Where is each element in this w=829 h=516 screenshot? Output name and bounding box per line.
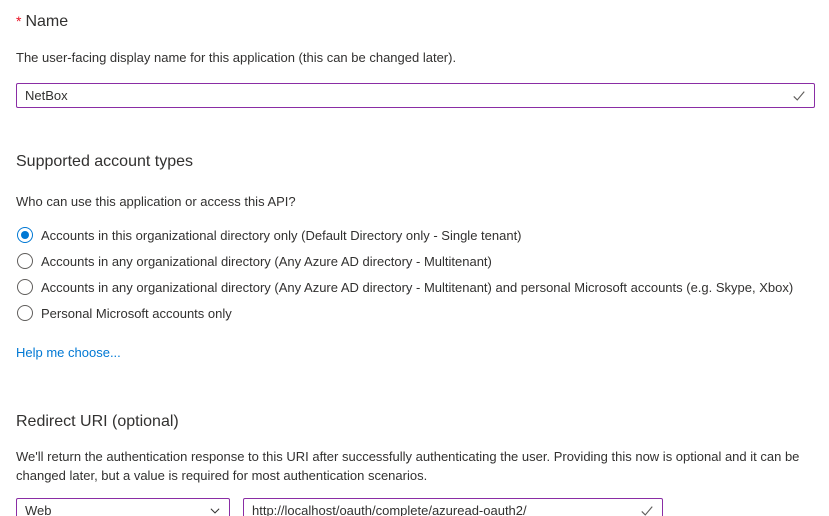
radio-button-icon	[17, 279, 33, 295]
radio-option-label: Accounts in any organizational directory (Any Azure AD directory - Multitenant)	[41, 253, 492, 269]
chevron-down-icon	[209, 505, 221, 516]
account-type-option-0[interactable]	[16, 222, 815, 248]
account-types-title: Supported account types	[16, 153, 194, 170]
redirect-uri-row	[16, 498, 815, 516]
redirect-uri-description: We'll return the authentication response to this URI after successfully authenticating the user. Providing this now is optional and it can be changed later, but a value is required for most authentication scenarios.	[16, 449, 800, 483]
account-type-options	[16, 222, 815, 326]
radio-option-label: Personal Microsoft accounts only	[41, 305, 232, 321]
name-input[interactable]	[17, 84, 814, 107]
redirect-uri-input-wrap	[243, 498, 663, 516]
account-type-option-3[interactable]	[16, 300, 815, 326]
account-types-question: Who can use this application or access this API?	[16, 194, 296, 209]
redirect-uri-input[interactable]	[244, 499, 662, 516]
account-type-option-1[interactable]	[16, 248, 815, 274]
name-input-wrap	[16, 83, 815, 108]
account-type-option-2[interactable]	[16, 274, 815, 300]
radio-button-icon	[17, 227, 33, 243]
platform-select[interactable]	[16, 498, 230, 516]
radio-button-icon	[17, 253, 33, 269]
radio-button-icon	[17, 305, 33, 321]
required-marker: *	[16, 13, 22, 29]
redirect-uri-section	[16, 412, 815, 516]
name-description: The user-facing display name for this application (this can be changed later).	[16, 50, 457, 65]
name-title-text: Name	[25, 13, 69, 30]
platform-select-value: Web	[25, 503, 52, 516]
help-me-choose-link[interactable]: Help me choose...	[16, 345, 121, 360]
radio-option-label: Accounts in any organizational directory (Any Azure AD directory - Multitenant) and personal Microsoft accounts (e.g. Skype, Xbox)	[41, 279, 794, 295]
name-section-title	[16, 11, 815, 32]
radio-option-label: Accounts in this organizational directory only (Default Directory only - Single tenant)	[41, 227, 522, 243]
account-types-section	[16, 152, 815, 362]
redirect-uri-title: Redirect URI (optional)	[16, 413, 179, 430]
